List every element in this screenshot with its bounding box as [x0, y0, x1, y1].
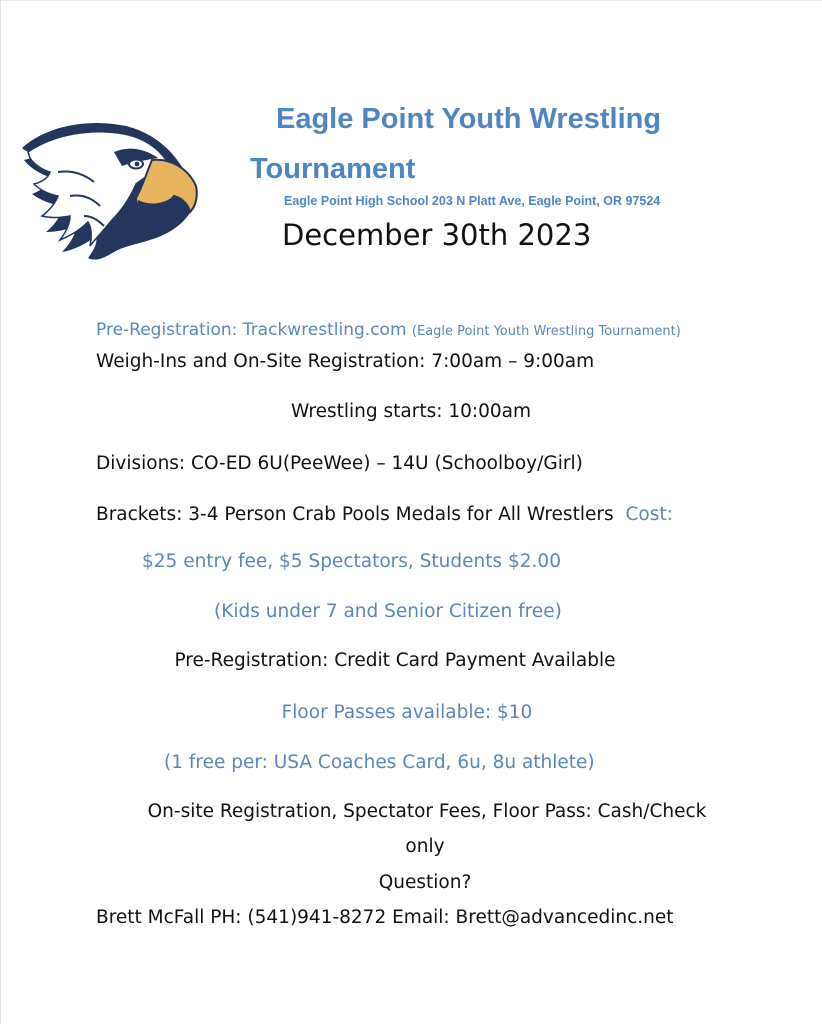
preregistration-line	[96, 320, 681, 340]
fees-line: $25 entry fee, $5 Spectators, Students $2.00	[142, 551, 561, 572]
eagle-head-icon	[18, 112, 200, 264]
wrestling-starts-line: Wrestling starts: 10:00am	[290, 401, 532, 422]
preregistration-note: (Eagle Point Youth Wrestling Tournament)	[411, 324, 681, 339]
title-line-2: Tournament	[250, 153, 416, 185]
floor-pass-free-line: (1 free per: USA Coaches Card, 6u, 8u athlete)	[164, 752, 595, 773]
contact-line: Brett McFall PH: (541)941-8272 Email: Brett@advancedinc.net	[96, 907, 674, 928]
question-line: Question?	[378, 872, 472, 893]
floor-passes-line: Floor Passes available: $10	[281, 702, 533, 723]
cost-label: Cost:	[625, 504, 673, 525]
title-line-1: Eagle Point Youth Wrestling	[276, 103, 662, 135]
cash-check-line-2: only	[405, 836, 445, 857]
event-date: December 30th 2023	[282, 218, 592, 252]
venue-address: Eagle Point High School 203 N Platt Ave, Eagle Point, OR 97524	[284, 194, 661, 208]
weigh-ins-line: Weigh-Ins and On-Site Registration: 7:00am – 9:00am	[96, 351, 595, 372]
divisions-line: Divisions: CO-ED 6U(PeeWee) – 14U (Schoolboy/Girl)	[96, 453, 583, 474]
credit-card-line: Pre-Registration: Credit Card Payment Available	[174, 650, 616, 671]
brackets-text: Brackets: 3-4 Person Crab Pools Medals for All Wrestlers	[96, 504, 614, 525]
brackets-line	[96, 504, 673, 525]
free-admission-line: (Kids under 7 and Senior Citizen free)	[214, 601, 562, 622]
cash-check-line-1: On-site Registration, Spectator Fees, Floor Pass: Cash/Check	[147, 801, 707, 822]
preregistration-label: Pre-Registration: Trackwrestling.com	[96, 320, 407, 340]
